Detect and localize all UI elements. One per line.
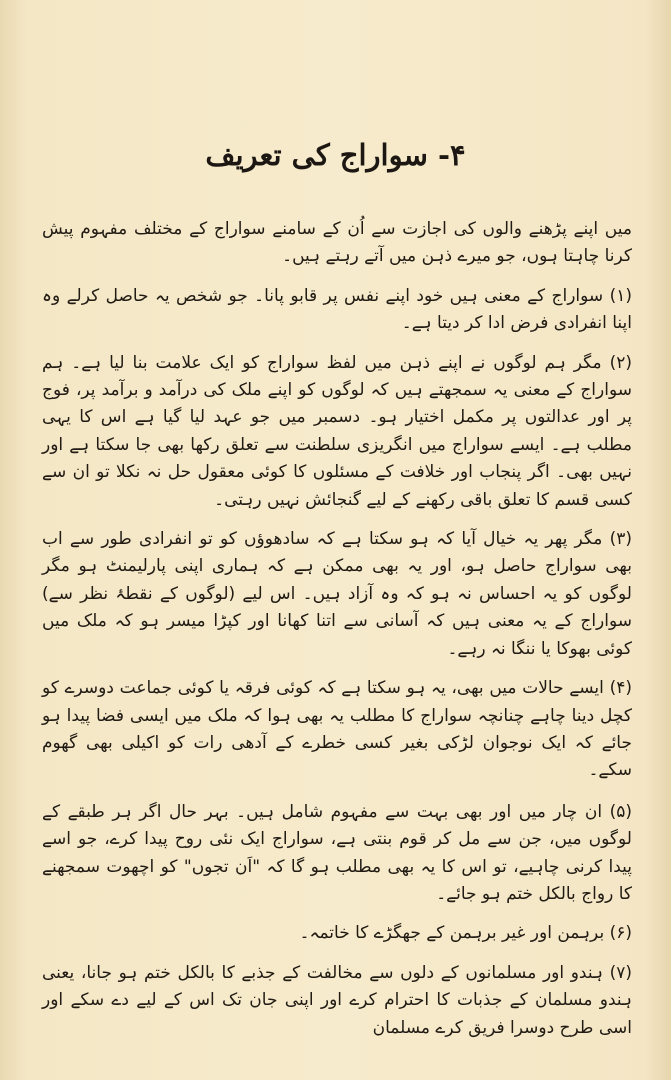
paragraph-6: (۶) برہمن اور غیر برہمن کے جھگڑے کا خاتمہ۔: [299, 923, 632, 944]
paragraph-4: (۴) ایسے حالات میں بھی، یہ ہو سکتا ہے کہ کوئی فرقہ یا کوئی جماعت دوسرے کو کچل دینا چاہے چنانچہ سواراج کا مطلب یہ بھی ہوا کہ ملک میں ایسی فضا پیدا ہو جائے کہ ایک نوجوان لڑکی بغیر کسی خطرے کے آدھی رات کو اکیلی بھی گھوم سکے۔: [42, 678, 632, 781]
paragraph-intro: میں اپنے پڑھنے والوں کی اجازت سے اُن کے سامنے سواراج کے مختلف مفہوم پیش کرنا چاہتا ہوں، جو میرے ذہن میں آتے رہتے ہیں۔: [42, 219, 632, 267]
paragraph-2: (۲) مگر ہم لوگوں نے اپنے ذہن میں لفظ سواراج کو ایک علامت بنا لیا ہے۔ ہم سواراج کے معنی یہ سمجھتے ہیں کہ لوگوں کو اپنے ملک کی درآمد و برآمد پر، فوج پر اور عدالتوں پر مکمل اختیار ہو۔ دسمبر میں جو عہد لیا گیا ہے اس کا یہی مطلب ہے۔ ایسے سواراج میں انگریزی سلطنت سے تعلق رکھا بھی جا سکتا ہے اور نہیں بھی۔ اگر پنجاب اور خلافت کے مسئلوں کا کوئی معقول حل نہ نکلا تو ان سے کسی قسم کا تعلق باقی رکھنے کے لیے گنجائش نہیں رہتی۔: [42, 352, 632, 510]
chapter-heading: ۴- سواراج کی تعریف: [205, 138, 466, 172]
paragraph-5: (۵) ان چار میں اور بھی بہت سے مفہوم شامل ہیں۔ بہر حال اگر ہر طبقے کے لوگوں میں، جن سے مل کر قوم بنتی ہے، سواراج ایک نئی روح پیدا کرے، جو اسے پیدا کرنی چاہیے، تو اس کا یہ بھی مطلب ہو گا کہ "اَن تجوں" کو اچھوت سمجھنے کا رواج بالکل ختم ہو جائے۔: [42, 801, 632, 904]
paragraph-1: (۱) سواراج کے معنی ہیں خود اپنے نفس پر قابو پانا۔ جو شخص یہ حاصل کرلے وہ اپنا انفرادی فرض ادا کر دیتا ہے۔: [42, 285, 632, 334]
paragraph-3: (۳) مگر پھر یہ خیال آیا کہ ہو سکتا ہے کہ سادھوؤں کو تو انفرادی طور سے اب بھی سواراج حاصل ہو، اور یہ بھی ممکن ہے کہ ہماری اپنی پارلیمنٹ ہو مگر لوگوں کو یہ احساس نہ ہو کہ وہ آزاد ہیں۔ اس لیے (لوگوں کے نقطۂ نظر سے) سواراج کے یہ معنی ہیں کہ آسانی سے اتنا کھانا اور کپڑا میسر ہو کہ ملک میں کوئی بھوکا یا ننگا نہ رہے۔: [42, 529, 632, 659]
body-text: [42, 216, 632, 1042]
paragraph-7: (۷) ہندو اور مسلمانوں کے دلوں سے مخالفت کے جذبے کا بالکل ختم ہو جانا، یعنی ہندو مسلمان کے جذبات کا احترام کرے اور اپنی جان تک اس کے لیے دے سکے اور اسی طرح دوسرا فریق کرے مسلمان: [42, 962, 632, 1038]
